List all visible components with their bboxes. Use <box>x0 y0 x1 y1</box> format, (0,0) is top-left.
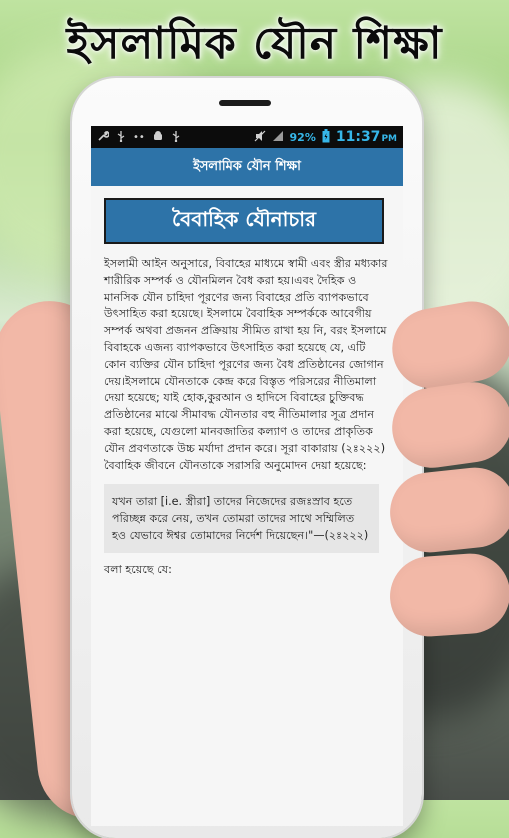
app-bar <box>91 148 403 186</box>
article-heading <box>104 198 384 244</box>
hand-finger <box>387 551 509 639</box>
phone-screen <box>91 126 403 826</box>
status-notifications <box>97 130 181 145</box>
signal-icon <box>272 130 284 145</box>
app-bar-title: ইসলামিক যৌন শিক্ষা <box>193 158 301 174</box>
quote-box <box>104 484 379 552</box>
clock-time: 11:37 <box>335 129 381 145</box>
battery-percent: 92% <box>289 130 316 144</box>
mute-icon <box>254 130 266 145</box>
phone-speaker <box>219 100 271 106</box>
wrench-icon <box>97 130 109 145</box>
article-followup: বলা হয়েছে যে: <box>104 562 172 576</box>
dots-icon: •• <box>133 131 145 143</box>
quote-text: যখন তারা [i.e. স্ত্রীরা] তাদের নিজেদের রজঃস্রাব হতে পরিচ্ছন্ন করে নেয়, তখন তোমরা তাদের সাথে সম্মিলিত হও যেভাবে ঈশ্বর তোমাদের নির্দেশ দিয়েছেন।"—(২ঃ২২২) <box>112 495 369 542</box>
promo-banner-title: ইসলামিক যৌন শিক্ষা <box>66 18 443 69</box>
android-icon <box>152 130 164 145</box>
article-heading-text: বৈবাহিক যৌনাচার <box>171 206 317 231</box>
phone-mockup <box>72 78 422 838</box>
status-system <box>254 129 397 146</box>
article-paragraph: ইসলামী আইন অনুসারে, বিবাহের মাধ্যমে স্বামী এবং স্ত্রীর মধ্যকার শারীরিক সম্পর্ক ও যৌনমিলন বৈধ করা হয়।এবং দৈহিক ও মানসিক যৌন চাহিদা পূরণের জন্য বিবাহের প্রতি ব্যাপকভাবে উৎসাহিত করা হয়েছে। ইসলামে বৈবাহিক সম্পর্ককে আবেগীয় সম্পর্ক অথবা প্রজনন প্রক্রিয়ায় সীমিত রাখা হয় নি, বরং ইসলামে বিবাহকে এজন্য ব্যাপকভাবে উৎসাহিত করা হয়েছে যে, এটি কোন ব্যক্তির যৌন চাহিদা পূরণের জন্য বৈধ প্রতিষ্ঠানের জোগান দেয়।ইসলামে যৌনতাকে কেন্দ্র করে বিস্তৃত পরিসরের নীতিমালা দেয়া হয়েছে; যাই হোক,কুরআন ও হাদিসে বিবাহের চুক্তিবদ্ধ প্রতিষ্ঠানের মাঝে সীমাবদ্ধ যৌনতার বহু নীতিমালার সূত্র প্রদান করা হয়েছে, যেগুলো মানবজাতির কল্যাণ ও তাদের প্রাকৃতিক যৌন প্রবণতাকে উচ্চ মর্যাদা প্রদান করে। সূরা বাকারায় (২ঃ২২২) বৈবাহিক জীবনে যৌনতাকে সরাসরি অনুমোদন দেয়া হয়েছে: <box>104 257 388 472</box>
clock-ampm: PM <box>381 134 397 144</box>
status-bar <box>91 126 403 148</box>
battery-icon <box>322 129 330 146</box>
usb-icon <box>116 130 126 145</box>
article-content[interactable] <box>91 186 403 580</box>
usb-icon <box>171 130 181 145</box>
status-clock <box>336 129 397 145</box>
